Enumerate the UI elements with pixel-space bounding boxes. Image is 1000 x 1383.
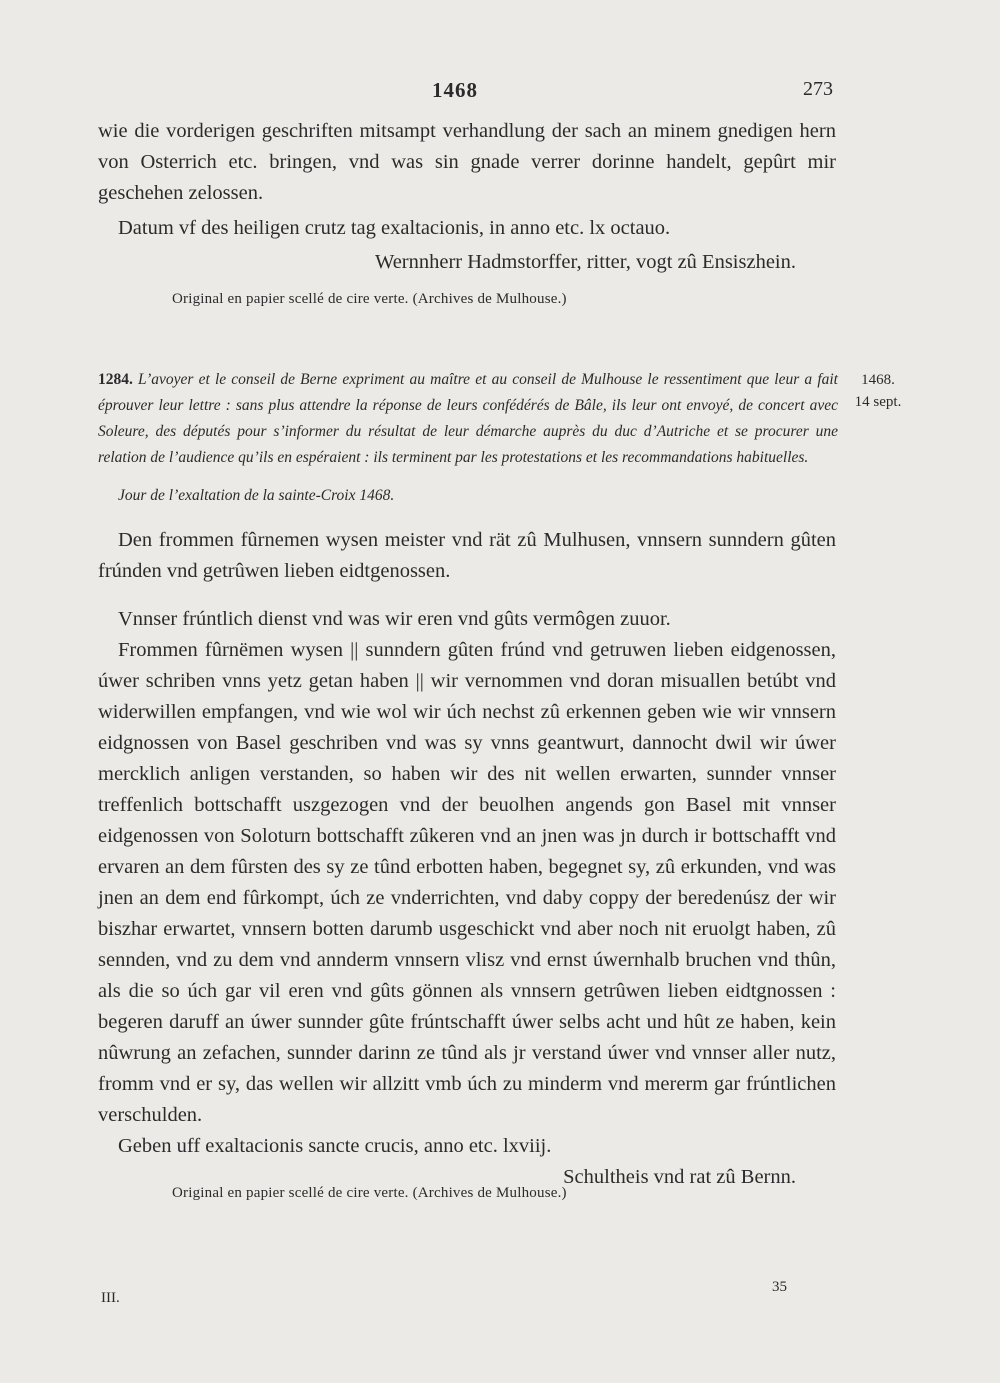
archive-note-1: Original en papier scellé de cire verte. (Archives de Mulhouse.): [172, 291, 567, 307]
continuation-paragraph: wie die vorderigen geschriften mitsampt verhandlung der sach an minem gnedigen hern von Osterrich etc. bringen, vnd was sin gnade verrer dorinne handelt, gepûrt mir geschehen zelossen.: [98, 120, 836, 204]
letter-address: Den frommen fûrnemen wysen meister vnd rät zû Mulhusen, vnnsern sunndern gûten frúnden vnd getrûwen lieben eidtgenossen.: [98, 529, 836, 582]
entry-summary-text: L’avoyer et le conseil de Berne expriment au maître et au conseil de Mulhouse le ressentiment que leur a fait éprouver leur lettre : sans plus attendre la réponse de leurs confédérés de Bâle, ils leur ont envoyé, de concert avec Soleure, des députés pour s’informer du résultat de leur démarche auprès du duc d’Autriche et se procurer une relation de l’audience qu’ils en espéraient : ils terminent par les protestations et les recommandations habituelles.: [98, 371, 838, 466]
letter-body: Frommen fûrnëmen wysen || sunndern gûten frúnd vnd getruwen lieben eidgenossen, úwer schriben vnns yetz getan haben || wir vernommen vnd doran misuallen betúbt vnd widerwillen empfangen, vnd wie wol wir úch nechst zû erkennen geben wie wir vnnsern eidgnossen von Basel geschriben vnd was sy vnns geantwurt, dannocht dwil wir úwer mercklich anligen verstanden, so haben wir des nit wellen erwarten, sunnder vnnser treffenlich bottschafft uszgezogen vnd der beuolhen angends gon Basel mit vnnser eidgenossen von Soloturn bottschafft zûkeren vnd an jnen was jn durch ir bottschafft vnd ervaren an dem fûrsten des sy ze tûnd erbotten haben, begegnet sy, zû erkunden, vnd was jnen an dem end fûrkompt, úch ze vnderrichten, vnd daby coppy der beredenúsz der wir biszhar erwartet, vnnsern botten darumb usgeschickt vnd aber noch nit eruolgt haben, zû sennden, vnd zu dem vnd annderm vnnsern vlisz vnd ernst úwernhalb bruchen vnd thûn, als die so úch gar vil eren vnd gûts gönnen als vnnsern getrûwen lieben eidtgnossen : begeren daruff an úwer sunnder gûte frúntschafft úwer selbs acht und hût ze haben, kein nûwrung an zefachen, sunnder darinn ze tûnd als jr verstand úwer vnd vnnser aller nutz, fromm vnd er sy, das wellen wir allzitt vmb úch zu minderm vnd mererm gar frúntlichen verschulden.: [98, 639, 836, 1126]
running-head-year: 1468: [432, 78, 478, 102]
datum-line: Datum vf des heiligen crutz tag exaltacionis, in anno etc. lx octauo.: [118, 217, 671, 239]
letter-closing: Geben uff exaltacionis sancte crucis, anno etc. lxviij.: [118, 1135, 552, 1157]
volume-mark: III.: [101, 1290, 120, 1306]
side-year: 1468.: [861, 372, 895, 388]
page-number: 273: [803, 78, 833, 100]
side-date: 14 sept.: [854, 394, 902, 410]
archive-note-2: Original en papier scellé de cire verte. (Archives de Mulhouse.): [172, 1185, 567, 1201]
signature-mark: 35: [772, 1279, 787, 1295]
top-signature: Wernnherr Hadmstorffer, ritter, vogt zû Ensiszhein.: [374, 251, 796, 273]
entry-date-line: Jour de l’exaltation de la sainte-Croix 1468.: [118, 487, 395, 504]
letter-signature: Schultheis vnd rat zû Bernn.: [563, 1166, 796, 1188]
entry-number: 1284.: [98, 371, 133, 388]
top-text: [98, 116, 836, 278]
entry-summary: [98, 367, 838, 471]
letter-greeting: Vnnser frúntlich dienst vnd was wir eren vnd gûts vermôgen zuuor.: [118, 608, 671, 630]
letter: [98, 525, 836, 1193]
